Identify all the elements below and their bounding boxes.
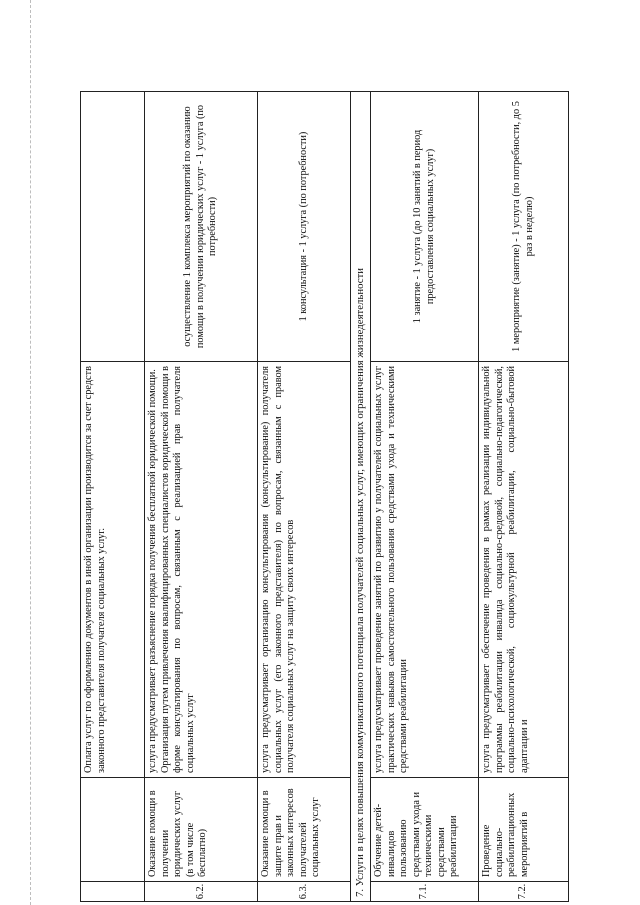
volume-cell [81,92,145,362]
description-paragraph: услуга предусматривает организацию консультирования (консультирование) получателя социальных услуг (его законного представителя) по вопросам, связанным с правом получателя социальных услуг на защиту своих интересов [260,366,297,773]
number-cell [81,882,145,902]
row-number: 7.2. [479,882,569,902]
rotated-table-container [80,92,580,902]
table-row [479,92,569,902]
service-name: Оказание помощи в защите прав и законных интересов получателей социальных услуг [258,778,351,882]
services-table [80,91,569,902]
description-paragraph: услуга предусматривает проведение занятий по развитию у получателей социальных услуг практических навыков самостоятельного пользования средствами ухода и техническими средствами реабилитации [373,366,410,773]
service-volume: 1 консультация - 1 услуга (по потребности) [258,92,351,362]
table-row-continued [81,92,145,902]
name-cell [81,778,145,882]
row-number: 7.1. [371,882,479,902]
service-description [258,362,351,778]
row-number: 6.3. [258,882,351,902]
row-number: 6.2. [145,882,258,902]
service-volume: 1 мероприятие (занятие) - 1 услуга (по потребности, до 5 раз в неделю) [479,92,569,362]
page-fold-line [30,0,31,905]
service-description [479,362,569,778]
table-row [145,92,258,902]
service-description [371,362,479,778]
service-name: Обучение детей-инвалидов пользованию средствами ухода и техническими средствами реабилитации [371,778,479,882]
section-heading: 7. Услуги в целях повышения коммуникативного потенциала получателей социальных услуг, имеющих ограничения жизнедеятельности [351,92,371,902]
section-heading-row [351,92,371,902]
description-cell: Оплата услуг по оформлению документов в иной организации производится за счет средств законного представителя получателя социальных услуг. [81,362,145,778]
table-row [371,92,479,902]
service-name: Проведение социально-реабилитационных мероприятий в [479,778,569,882]
description-paragraph: Организация путем привлечения квалифицированных специалистов юридической помощи в форме консультирования по вопросам, связанным с реализацией прав получателя социальных услуг [159,365,196,773]
description-paragraph: услуга предусматривает разъяснение порядка получения бесплатной юридической помощи. [147,369,158,773]
description-paragraph: услуга предусматривает обеспечение проведения в рамках реализации индивидуальной программы реабилитации инвалида социально-средовой, социально-педагогической, социально-психологической, социокультурной реабилитации, социально-бытовой адаптации и [481,366,530,773]
service-name: Оказание помощи в получении юридических услуг (в том числе бесплатно) [145,778,258,882]
table-row [258,92,351,902]
service-volume: 1 занятие - 1 услуга (до 10 занятий в период предоставления социальных услуг) [371,92,479,362]
service-volume: осуществление 1 комплекса мероприятий по оказанию помощи в получении юридических услуг - 1 услуга (по потребности) [145,92,258,362]
service-description [145,362,258,778]
